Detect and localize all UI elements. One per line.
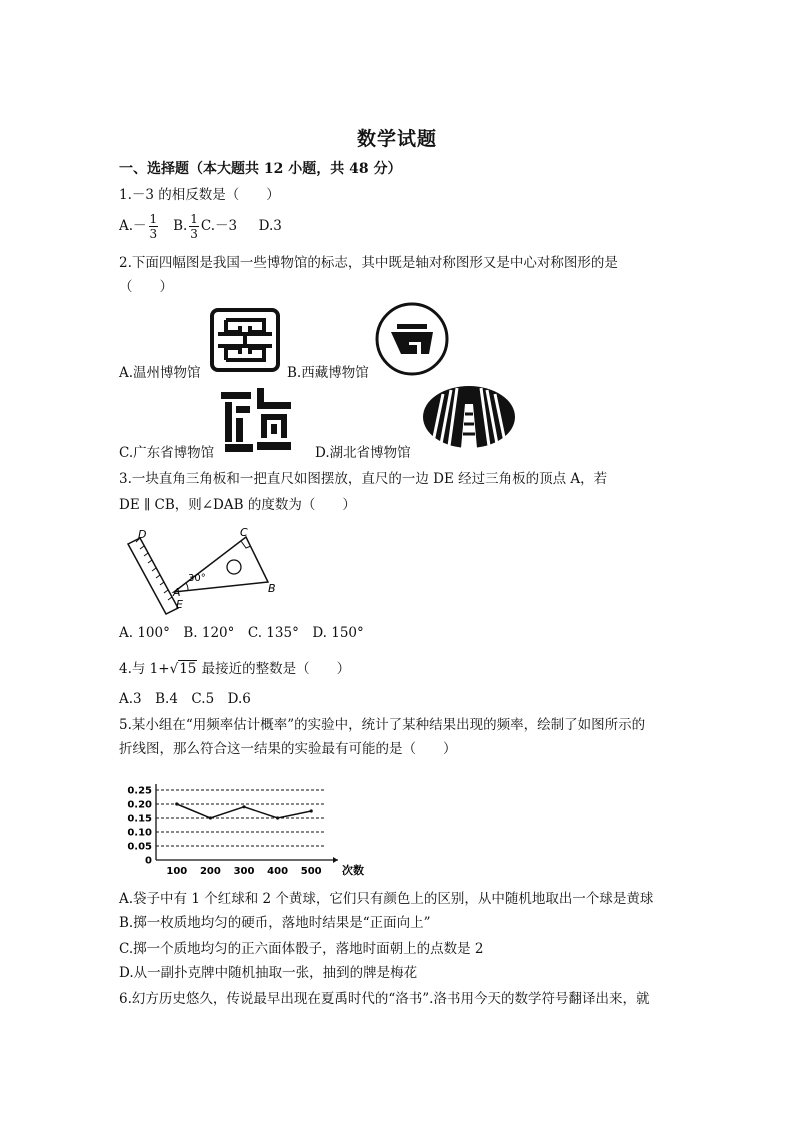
q1-option-b-prefix: B.	[173, 218, 188, 234]
q5-option-a: A.袋子中有 1 个红球和 2 个黄球，它们只有颜色上的区别，从中随机地取出一个球是黄球	[119, 891, 654, 907]
q4-options: A.3 B.4 C.5 D.6	[119, 691, 251, 707]
q5-stem-line2: 折线图，那么符合这一结果的实验最有可能的是（ ）	[119, 741, 457, 757]
y-tick-label: 0.15	[127, 813, 152, 825]
q2-option-d: D.湖北省博物馆	[315, 445, 411, 461]
y-tick-label: 0.20	[127, 799, 152, 811]
guangdong-museum-logo	[221, 388, 293, 454]
section-heading: 一、选择题（本大题共 12 小题，共 48 分）	[119, 161, 402, 177]
hubei-museum-logo	[421, 384, 517, 450]
tibet-museum-logo	[373, 300, 451, 378]
q1-option-c: C.－3	[200, 218, 238, 234]
wenzhou-museum-logo	[206, 304, 284, 376]
fig-label-c: C	[240, 526, 248, 539]
q1-a-numerator: 1	[149, 212, 158, 226]
q4-radicand: 15	[179, 661, 197, 677]
y-tick-label: 0	[145, 855, 152, 867]
fig-label-a: A	[173, 586, 181, 599]
q5-option-b: B.掷一枚质地均匀的硬币，落地时结果是“正面向上”	[119, 915, 431, 931]
q1-stem: 1.－3 的相反数是（ ）	[119, 187, 280, 203]
q6-stem-line1: 6.幻方历史悠久，传说最早出现在夏禹时代的“洛书”.洛书用今天的数学符号翻译出来，就	[119, 991, 650, 1007]
q5-option-d: D.从一副扑克牌中随机抽取一张，抽到的牌是梅花	[119, 965, 418, 981]
data-point	[310, 809, 313, 812]
q4-stem-prefix: 4.与 1+	[119, 661, 170, 677]
q1-option-a-fraction	[149, 212, 159, 241]
q2-stem-line2: （ ）	[119, 279, 173, 295]
q4-stem: 4.与 1+√15 最接近的整数是（ ）	[119, 661, 351, 677]
x-tick-label: 100	[166, 866, 188, 877]
fig-label-e: E	[176, 598, 183, 611]
q1-option-a-prefix: A.－	[119, 218, 147, 234]
data-point	[209, 816, 212, 819]
q5-option-c: C.掷一个质地均匀的正六面体骰子，落地时面朝上的点数是 2	[119, 941, 484, 957]
fig-label-b: B	[268, 582, 276, 595]
q5-stem-line1: 5.某小组在“用频率估计概率”的实验中，统计了某种结果出现的频率，绘制了如图所示的	[119, 717, 646, 733]
data-point	[276, 816, 279, 819]
q2-option-b: B.西藏博物馆	[287, 365, 369, 381]
data-point	[175, 802, 178, 805]
y-tick-label: 0.05	[127, 841, 152, 853]
q3-stem-line1: 3.一块直角三角板和一把直尺如图摆放，直尺的一边 DE 经过三角板的顶点 A，若	[119, 471, 608, 487]
q1-option-b-fraction	[189, 212, 199, 241]
x-axis-label: 次数	[342, 864, 364, 877]
x-axis-arrow	[333, 857, 338, 863]
x-tick-label: 200	[199, 866, 221, 877]
q2-stem-line1: 2.下面四幅图是我国一些博物馆的标志，其中既是轴对称图形又是中心对称图形的是	[119, 255, 618, 271]
q1-options	[119, 212, 282, 241]
y-tick-label: 0.10	[127, 827, 152, 839]
q3-stem-line2: DE ∥ CB，则∠DAB 的度数为（ ）	[119, 497, 356, 513]
q2-option-c: C.广东省博物馆	[119, 445, 215, 461]
x-tick-label: 300	[233, 866, 255, 877]
q3-options: A. 100° B. 120° C. 135° D. 150°	[119, 625, 364, 641]
q1-b-numerator: 1	[190, 212, 198, 226]
q1-option-d: D.3	[258, 218, 282, 234]
ruler-triangle-figure	[118, 524, 288, 614]
frequency-line-chart	[118, 780, 364, 880]
x-tick-label: 500	[300, 866, 322, 877]
y-tick-label: 0.25	[127, 785, 152, 797]
q1-a-denominator: 3	[149, 227, 158, 241]
q2-option-a: A.温州博物馆	[119, 365, 201, 381]
data-point	[242, 805, 245, 808]
q1-b-denominator: 3	[190, 227, 198, 241]
page-title: 数学试题	[356, 128, 437, 150]
fig-angle-label: 30°	[188, 573, 206, 584]
fig-label-d: D	[138, 528, 147, 541]
q4-stem-suffix: 最接近的整数是（ ）	[197, 661, 351, 677]
x-tick-label: 400	[267, 866, 289, 877]
